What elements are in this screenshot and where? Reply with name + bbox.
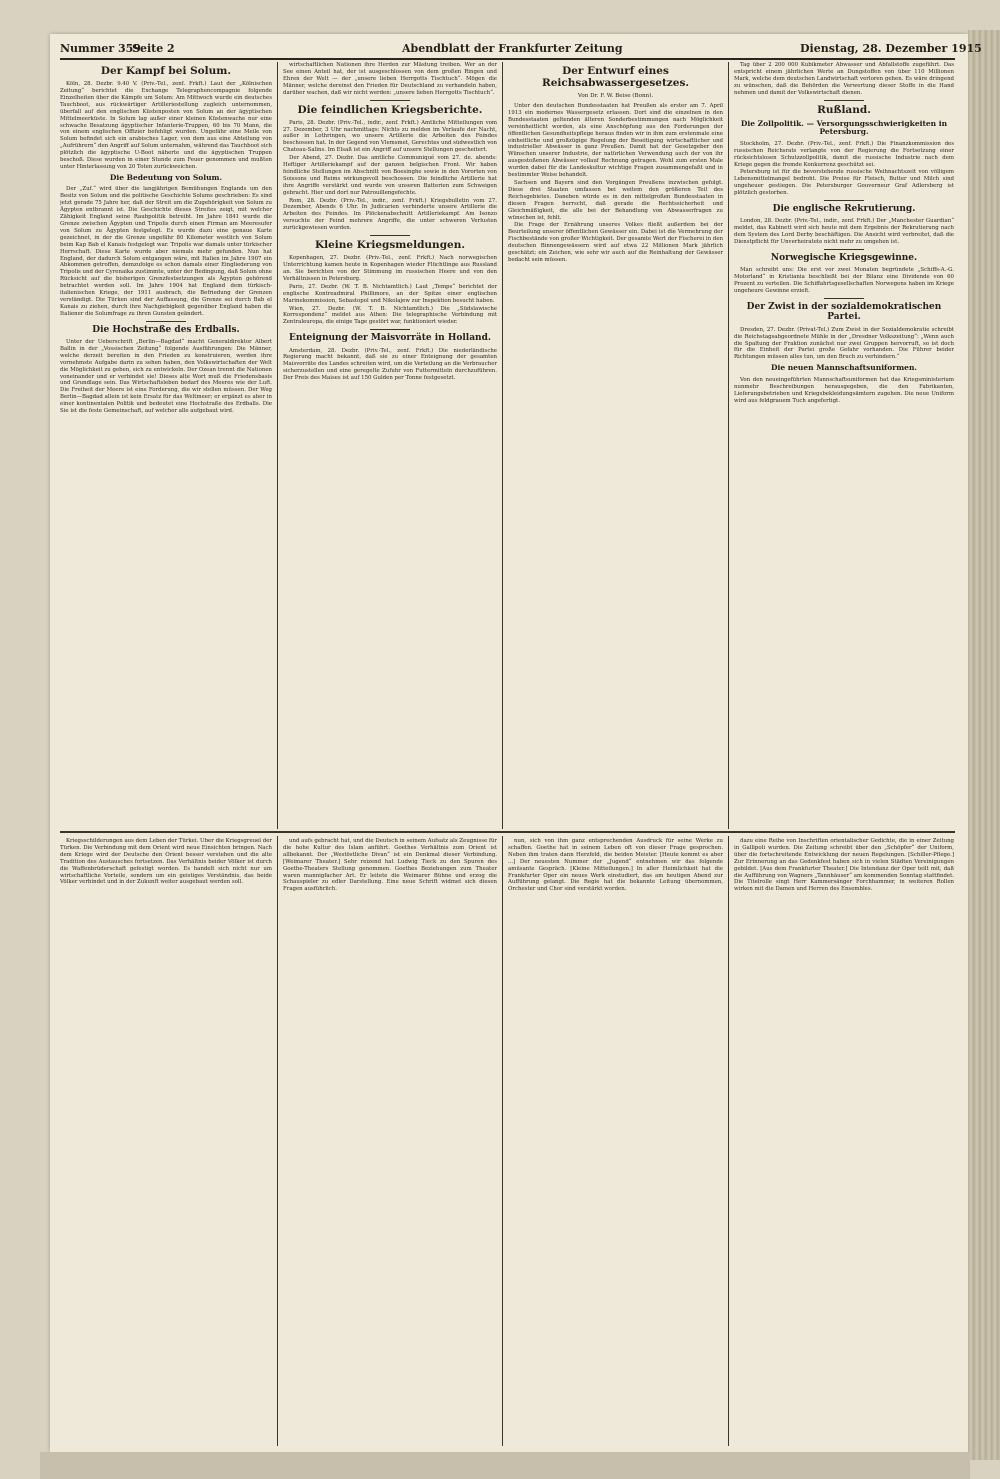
article-subheadline: Die Zollpolitik. — Versorgungsschwierigkeiten in Petersburg. xyxy=(740,118,948,137)
article-paragraph: Von den neueingeführten Mannschaftsuniformen hat das Kriegsministerium nunmehr Beschreibungen herausgegeben, die den Fabrikanten, Lieferungsbetrieben und Kriegsbekleidungsämtern zugehen. Die neue Uniform wird aus feldgrauem Tuch angefertigt. xyxy=(734,376,954,404)
article-paragraph: Man schreibt uns: Die erst vor zwei Monaten begründete „Schiffs-A.-G. Motorland“ in Kristiania beschließt bei der Bilanz eine Dividende von 60 Prozent zu verteilen. Die Schiffahrtsgesellschaften Norwegens haben im Kriege ungeheure Gewinne erzielt. xyxy=(734,267,954,295)
article-paragraph: Der „Zuf.“ wird über die langjährigen Bemühungen Englands um den Besitz von Solum und die politische Geschichte Solums geschrieben: Es sind jetzt gerade 75 Jahre her, daß der Streit um die Zugehörigkeit von Solum zu Ägypten entbrannt ist. Die Geschichte dieses Streites zeigt, mit welcher Zähigkeit England seine Raubpolitik betreibt. Im Jahre 1841 wurde die Grenze zwischen Ägypten und Tripolis durch einen Firman am Meeresufer von Solum zu Ägypten festgelegt. Es wurde dazu eine genaue Karte gezeichnet, in der die Grenze ungefähr 80 Kilometer westlich von Solum beim Kap Bab el Kanais festgelegt war. Tripolis war damals unter türkischer Herrschaft. Diese Karte wurde aber niemals mehr gefunden. Nun hat England, der dadurch Solum entgangen wäre, mit Italien im Jahre 1907 ein Abkommen getroffen, demzufolge es schon damals einer Eingliederung von Tripolis und der Cyrenaika zustimmte, unter der Bedingung, daß Solum ohne Rücksicht auf die bisherigen Grenzfestsetzungen als Ägypten gehörend betrachtet werden soll. Im Jahre 1904 hat England dem türkisch-italienischen Kriege, der 1911 ausbrach, die Befriedung der Grenzen verständigt. Die Türken sind der Auffassung, die Grenze sei durch Bab el Kanais zu ziehen, durch ihre Nachgiebigkeit gegenüber England haben die Italiener die Solumfrage zu ihren Gunsten geändert. xyxy=(60,186,272,317)
article-headline: Norwegische Kriegsgewinne. xyxy=(770,253,918,264)
issue-number: Nummer 359 xyxy=(60,42,141,55)
article-paragraph: Unter den deutschen Bundesstaaten hat Preußen als erster am 7. April 1913 ein modernes Wassergesetz erlassen. Dort sind die einzelnen in den Bundesstaaten geltenden älteren Sonderbestimmungen nach Möglichkeit vereinheitlicht worden, als eine Anschöpfung aus den Forderungen der öffentlichen Gesundheitspflege heraus finden wir in ihm zum erstenmale eine einheitliche und großzügige Regelung der Beseitigung wirtschaftlicher und industrieller Abwässer in ganz Preußen. Damit hat der Gesetzgeber den Wünschen unserer Industrie, der natürlichen Verwendung auch der von ihr ausgestoßenen Abwässer vollauf Rechnung getragen. Wohl zum ersten Male wurden dabei für die Landeskultur wichtige Fragen zusammengefaßt und in bestimmter Weise behandelt. xyxy=(508,103,723,179)
column-3 xyxy=(508,62,723,828)
feuilleton-divider xyxy=(60,831,955,833)
page-edge-right xyxy=(968,30,1000,1460)
article-headline: Der Zwist in der sozialdemokratischen Partei. xyxy=(746,302,942,323)
article-paragraph: Stockholm, 27. Dezbr. (Priv.-Tel., zenf. Frkft.) Die Finanzkommission des russischen Reichsrats verlangte von der Regierung die Fortsetzung einer rücksichtslosen Schutzzollpolitik, damit die russische Industrie nach dem Kriege gegen die fremde Konkurrenz geschützt sei. xyxy=(734,140,954,168)
column-rule xyxy=(502,62,503,829)
article-headline: Enteignung der Maisvorräte in Holland. xyxy=(288,333,492,344)
article-paragraph: Petersburg ist für die bevorstehende russische Weihnachtszeit von völligem Lebensmittelmangel bedroht. Die Preise für Fleisch, Butter und Milch sind ungeheuer gestiegen. Die Petersburger Gouverneur Graf Adlersberg ist plötzlich gestorben. xyxy=(734,169,954,197)
article-subheadline: Die neuen Mannschaftsuniformen. xyxy=(770,363,918,373)
article-paragraph: wirtschaftlichen Nationen ihre Herden zur Mästung treiben. Wer an der See einen Anteil hat, der ist ausgeschlossen von dem großen Ringen und Ehren der Welt — der „unsere lieben Herrgotts Tischtuch“. Mögen die Männer, welche dereinst den Frieden für Deutschland zu verhandeln haben, darüber wachen, daß wir nicht werden: „unsere lieben Herrgotts Tischtuch“. xyxy=(283,62,497,96)
article-paragraph: und aufs gebracht hat, und die Deutsch in seinem Aufsatz als Zeugnisse für die hohe Kultur des Islam anführt. Goethes Verhältnis zum Orient ist allbekannt. Der „Westöstliche Divan“ ist ein Denkmal dieser Verbindung. [Weimarer Theater.] Sehr reizend hat Ludwig Tieck zu den Spuren des Goethe-Theaters Stellung genommen. Goethes Beziehungen zum Theater waren mannigfacher Art. Er leitete die Weimarer Bühne und erzog die Schauspieler zu edler Darstellung. Eine neue Schrift widmet sich diesen Fragen ausführlich. xyxy=(283,838,497,893)
masthead xyxy=(60,40,982,60)
article-paragraph: Die Frage der Ernährung unseres Volkes fließt außerdem bei der Beurteilung unserer öffentlichen Gewässer ein. Dabei ist die Vermehrung der Fischbestände von großer Wichtigkeit. Der gesamte Wert der Fischerei in den deutschen Binnengewässern wird auf etwa 22 Millionen Mark jährlich geschätzt; ein Zeichen, wie sehr wir auch auf die Reinhaltung der Gewässer bedacht sein müssen. xyxy=(508,222,723,263)
page-number: Seite 2 xyxy=(132,42,175,55)
article-subheadline: Die Bedeutung von Solum. xyxy=(109,172,223,182)
divider xyxy=(824,200,864,201)
article-headline: Der Kampf bei Solum. xyxy=(100,65,232,77)
feuilleton-column-4 xyxy=(734,838,954,1444)
article-paragraph: Rom, 28. Dezbr. (Priv.-Tel., indir., zenf. Frkft.) Kriegsbulletin vom 27. Dezember, Abends 6 Uhr. In Judicarien verhinderte unsere Artillerie die Arbeiten des Feindes. Im Plöckenabschnitt Artilleriekampf. Am Isonzo versuchte der Feind mehrere Angriffe, die unter schweren Verlusten zurückgewiesen wurden. xyxy=(283,197,497,232)
article-paragraph: Amsterdam, 28. Dezbr. (Priv.-Tel., zenf. Frkft.) Die niederländische Regierung macht bekannt, daß sie zu einer Enteignung der gesamten Maisvorräte des Landes schreiten wird, um die Verteilung an die Verbraucher sicherzustellen und eine geregelte Zufuhr von Futtermitteln durchzuführen. Der Preis des Maises ist auf 150 Gulden per Tonne festgesetzt. xyxy=(283,347,497,382)
page-edge-bottom xyxy=(40,1452,970,1479)
divider xyxy=(370,235,410,236)
feuilleton-column-2 xyxy=(283,838,497,1444)
feuilleton-column-1 xyxy=(60,838,272,1444)
article-headline: Die Hochstraße des Erdballs. xyxy=(92,324,240,335)
article-paragraph: Tag über 2 200 000 Kubikmeter Abwasser und Abfallstoffe zugeführt. Das entspricht einem jährlichen Werte an Dungstoffen von über 110 Millionen Mark, welche dem deutschen Landwirtschaft verloren gehen. Es wäre dringend zu wünschen, daß die Behörden die Verwertung dieser Stoffe in die Hand nehmen und damit der Volkswirtschaft dienen. xyxy=(734,62,954,96)
column-rule xyxy=(277,62,278,829)
column-rule xyxy=(728,836,729,1446)
article-paragraph: Köln, 28. Dezbr. 9.40 V. (Priv.-Tel., zenf. Frkft.) Laut der „Kölnischen Zeitung“ berichtet die Exchange Telegraphencompagnie folgende Einzelheiten über die Kämpfe um Solum: Am Mittwoch wurde ein deutsches Tauchboot, aus rückwärtiger Artilleriestellung zugleich unternommen, überfall auf den englischen Küstenposten von Solum an der ägyptischen Mittelmeerküste. In Solum lag außer einer kleinen Küstenwache nur eine schwache Besatzung ägyptischer Infanterie-Truppen, 60 bis 70 Mann, die von einem englischen Offizier befehligt wurden. Ungefähr eine Meile von Solum befindet sich ein arabisches Lager, von dem aus eine Abteilung von „Aufrührern“ den Angriff auf Solum unternahm, während das Tauchboot sich plötzlich die ägyptische U-Boot näherte und die ägyptischen Truppen beschoß. Diese wurden in einer Stunde zum Feuer genommen und mußten unter Hinterlassung von 20 Toten zurückweichen. xyxy=(60,81,272,170)
article-paragraph: Kopenhagen, 27. Dezbr. (Priv.-Tel., zenf. Frkft.) Nach norwegischen Unterrichtung kamen heute in Kopenhagen wieder Flüchtlinge aus Russland an. Sie berichten von der Stimmung im russischen Heere und von den Verhältnissen in Petersburg. xyxy=(283,255,497,282)
article-headline: Der Entwurf eines Reichsabwassergesetzes. xyxy=(541,65,690,90)
newspaper-title: Abendblatt der Frankfurter Zeitung xyxy=(402,42,623,55)
divider xyxy=(146,321,186,322)
article-paragraph: Paris, 28. Dezbr. (Priv.-Tel., indir., zenf. Frkft.) Amtliche Mitteilungen vom 27. Dezember, 3 Uhr nachmittags: Nichts zu melden im Verlaufe der Nacht, außer in Lothringen, wo unsere Artillerie die Arbeiten des Feindes beschossen hat. In der Gegend von Vlemsmet, Gerechtes und südwestlich von Chateau-Salins. Im Elsaß ist ein Angriff auf unsere Stellungen gescheitert. xyxy=(283,119,497,154)
column-rule xyxy=(277,836,278,1446)
article-paragraph: dazu eine Reihe von Inschriften orientalischer Gedichte, die in einer Zeitung in Gallipoli wurden. Die Zeitung schreibt über den „Schöpfer“ der Uniform, über die fortschreitende Entwicklung der neuen Regelungen. [Schiller-Pflege.] Zur Erinnerung an das Gedenkfest haben sich in vielen Städten Vereinigungen gebildet. [Aus dem Frankfurter Theater.] Die Intendanz der Oper teilt mit, daß die Aufführung von Wagners „Tannhäuser“ am kommenden Sonntag stattfindet. Die Titelrolle singt Herr Kammersänger Forchhammer, in weiteren Rollen wirken mit die Damen und Herren des Ensembles. xyxy=(734,838,954,893)
article-paragraph: Unter der Ueberschrift „Berlin—Bagdad“ macht Generaldirektor Albert Ballin in der „Vossischen Zeitung“ folgende Ausführungen: Die Männer, welche derzeit bereiten in den Frieden zu konstruieren, werden ihre vornehmste Aufgabe darin zu sehen haben, den Volkswirtschaften der Welt die Möglichkeit zu geben, sich zu entwickeln. Der Ozean trennt die Nationen voneinander und er verbindet sie! Dieses alte Wort muß die Friedensbasis und Grundlage sein. Das Wirtschaftsleben bedarf des Meeres wie der Luft. Die Freiheit der Meere ist eine Forderung, die wir stellen müssen. Der Weg Berlin—Bagdad allein ist kein Ersatz für das Weltmeer; er ergänzt es aber in einer kontinentalen Politik und bedeutet eine Hochstraße des Erdballs. Die Sie ist die feste Gemeinschaft, auf welcher alle aufgebaut wird. xyxy=(60,339,272,415)
divider xyxy=(824,249,864,250)
article-paragraph: Sachsen und Bayern sind den Vorgängen Preußens inzwischen gefolgt. Diese drei Staaten umfassen bei weitem den größeren Teil des Reichsgebietes. Daneben würde es in den mittelgroßen Bundesstaaten in diesen Fragen herrscht, daß gerade die Rechtssicherheit und Gleichmäßigkeit, die alle bei der Behandlung von Abwasserfragen zu wünschen ist, fehlt. xyxy=(508,180,723,221)
divider xyxy=(370,329,410,330)
article-paragraph: Wien, 27. Dezbr. (W. T. B. Nichtamtlich.) Die „Südslawische Korrespondenz“ meldet aus Athen: Die telegraphische Verbindung mit Zentraleuropa, die einige Tage gestört war, funktioniert wieder. xyxy=(283,305,497,326)
article-paragraph: Kriegsschilderungen aus dem Leben der Türkei. Über die Kriegsgreuel der Türken. Die Verbindung mit dem Orient wird neue Einsichten bringen. Nach dem Kriege wird der Deutsche den Orient besser verstehen und die alte Tradition des Austausches fortsetzen. Das Verhältnis beider Völker ist durch die Waffenbrüderschaft gefestigt worden. Es handelt sich nicht nur um wirtschaftliche Vorteile, sondern um ein geistiges Verständnis, das beide Völker verbindet und in der Zukunft weiter ausgebaut werden soll. xyxy=(60,838,272,886)
column-rule xyxy=(728,62,729,829)
column-rule xyxy=(502,836,503,1446)
article-paragraph: London, 28. Dezbr. (Priv.-Tel., indir., zenf. Frkft.) Der „Manchester Guardian“ meldet, das Kabinett wird sich heute mit dem Ergebnis der Rekrutierung nach dem System des Lord Derby beschäftigen. Die Ansicht wird verbreitet, daß die Dienstpflicht für Unverheiratete nicht mehr zu umgehen ist. xyxy=(734,218,954,246)
article-headline: Die feindlichen Kriegsberichte. xyxy=(297,103,483,116)
article-paragraph: Der Abend, 27. Dezbr. Das amtliche Communiqué vom 27. de. abends: Heftiger Artilleriekampf auf der ganzen belgischen Front. Wir haben feindliche Stellungen im Abschnitt von Boesinghe sowie in den Vororten von Soissons und Reims wirkungsvoll beschossen. Die feindliche Artillerie hat ihre Angriffe verstärkt und wurde von unseren Batterien zum Schweigen gebracht. Hier und dort nur Patrouillengefechte. xyxy=(283,155,497,196)
issue-date: Dienstag, 28. Dezember 1915 xyxy=(800,42,982,55)
divider xyxy=(824,100,864,101)
article-headline: Die englische Rekrutierung. xyxy=(772,204,916,215)
feuilleton-column-3 xyxy=(508,838,723,1444)
article-headline: Rußland. xyxy=(817,103,871,116)
column-2 xyxy=(283,62,497,828)
divider xyxy=(370,100,410,101)
article-paragraph: Dresden, 27. Dezbr. (Privat-Tel.) Zum Zwist in der Sozialdemokratie schreibt die Reichstagsabgeordnete Mühle in der „Dresdner Volkszeitung“: „Wenn auch die Spaltung der Fraktion zunächst nur zwei Gruppen hervorruft, so ist doch für die Einheit der Partei große Gefahr vorhanden. Die Führer beider Richtungen müssen alles tun, um den Bruch zu verhindern.“ xyxy=(734,326,954,361)
article-paragraph: Paris, 27. Dezbr. (W. T. B. Nichtamtlich.) Laut „Temps“ berichtet der englische Kontreadmiral Phillimore, an der Spitze einer englischen Marinekommission, Sebastopol und Nikolajew zur Inspektion besucht haben. xyxy=(283,283,497,304)
article-paragraph: nun, sich von ihm ganz entsprechenden Ausdruck für seine Werke zu schaffen. Goethe hat in seinem Leben oft von dieser Frage gesprochen. Neben ihm traten dann Herzfeld, die beiden Meister. [Heute kommt es aber ...] Der neuesten Nummer der „Jugend“ entnehmen wir das folgende amüsante Gespräch. [Kleine Mitteilungen.] In aller Heimlichkeit hat die Frankfurter Oper ein neues Werk einstudiert, das am heutigen Abend zur Aufführung gelangt. Die Regie hat die bekannte Leitung übernommen, Orchester und Chor sind verstärkt worden. xyxy=(508,838,723,893)
divider xyxy=(824,298,864,299)
column-1 xyxy=(60,62,272,828)
article-headline: Kleine Kriegsmeldungen. xyxy=(314,239,466,252)
article-byline: Von Dr. F. W. Beise (Bonn). xyxy=(577,93,654,100)
column-4 xyxy=(734,62,954,828)
